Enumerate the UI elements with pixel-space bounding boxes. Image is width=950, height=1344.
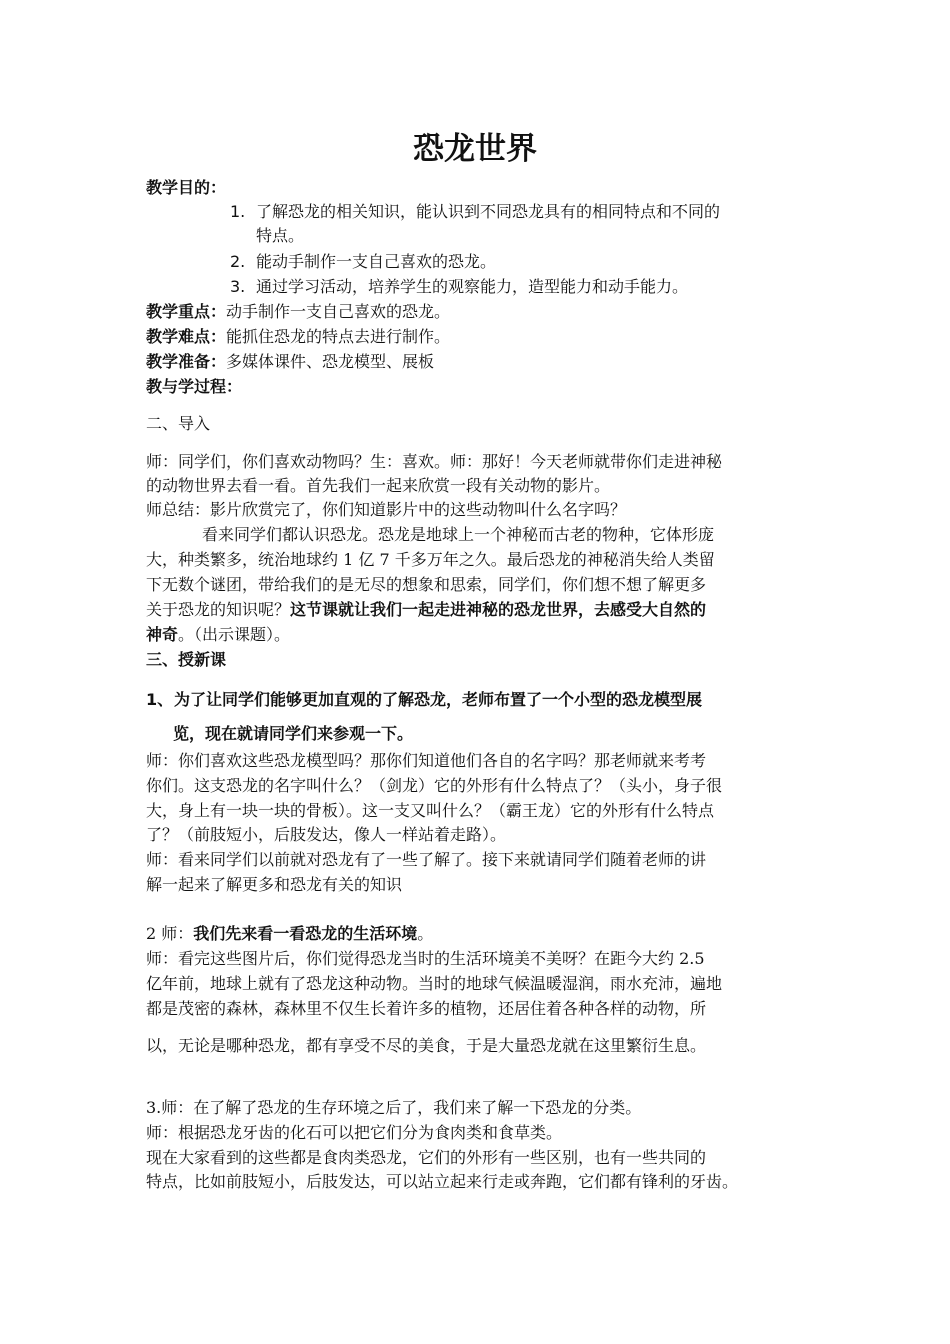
section3-item1-heading-line2: 览，现在就请同学们来参观一下。 [173,724,414,743]
section3-item2-heading-end: 。 [417,924,434,943]
objective-2-text: 能动手制作一支自己喜欢的恐龙。 [256,252,497,271]
preparation-label: 教学准备： [146,352,227,371]
section3-item1-heading [146,688,702,712]
document-title: 恐龙世界 [413,131,537,167]
section3-item2-line1: 师：看完这些图片后，你们觉得恐龙当时的生活环境美不美呀？在距今大约 2.5 [146,949,705,968]
section2-p3-line5 [146,623,290,647]
objective-3-text: 通过学习活动，培养学生的观察能力，造型能力和动手能力。 [256,277,689,296]
section2-p3-line4-emphasis: 这节课就让我们一起走进神秘的恐龙世界，去感受大自然的 [290,600,707,619]
objective-1-text: 了解恐龙的相关知识，能认识到不同恐龙具有的相同特点和不同的 [256,202,721,221]
section2-p1-line2: 的动物世界去看一看。首先我们一起来欣赏一段有关动物的影片。 [146,476,611,495]
section3-item1-line3: 大，身上有一块一块的骨板）。这一支又叫什么？（霸王龙）它的外形有什么特点 [146,801,715,820]
section3-item2-line4: 以，无论是哪种恐龙，都有享受不尽的美食，于是大量恐龙就在这里繁衍生息。 [146,1036,707,1055]
section3-item3-line2: 师：根据恐龙牙齿的化石可以把它们分为食肉类和食草类。 [146,1123,563,1142]
section2-p3-line5-text: 。（出示课题）。 [178,625,291,644]
section3-item1-line2: 你们。这支恐龙的名字叫什么？（剑龙）它的外形有什么特点了？（头小，身子很 [146,776,723,795]
preparation [146,350,434,374]
section3-item2-line3: 都是茂密的森林，森林里不仅生长着许多的植物，还居住着各种各样的动物，所 [146,999,707,1018]
section2-p3-line1: 看来同学们都认识恐龙。恐龙是地球上一个神秘而古老的物种，它体形庞 [202,525,715,544]
objective-2 [230,250,496,274]
objective-1 [230,200,720,224]
section3-item1-line4: 了？（前肢短小，后肢发达，像人一样站着走路）。 [146,825,507,844]
objective-1-number: 1. [230,202,246,221]
section3-item3-number: 3. [146,1098,162,1117]
section2-p3-line2: 大，种类繁多，统治地球约 1 亿 7 千多万年之久。最后恐龙的神秘消失给人类留 [146,550,715,569]
section3-item1-line1: 师：你们喜欢这些恐龙模型吗？那你们知道他们各自的名字吗？那老师就来考考 [146,751,707,770]
process-label: 教与学过程： [146,377,243,396]
section3-item1-number: 1、 [146,690,174,709]
difficulty-label: 教学难点： [146,327,227,346]
section2-p3-line4-text: 关于恐龙的知识呢？ [146,600,291,619]
section3-item1-line6: 解一起来了解更多和恐龙有关的知识 [146,875,403,894]
section3-item1-line5: 师：看来同学们以前就对恐龙有了一些了解了。接下来就请同学们随着老师的讲 [146,850,707,869]
objective-3 [230,275,688,299]
key-point-label: 教学重点： [146,302,227,321]
section3-item2-line2: 亿年前，地球上就有了恐龙这种动物。当时的地球气候温暖湿润，雨水充沛，遍地 [146,974,723,993]
section3-item2-heading [146,922,433,946]
section3-heading: 三、授新课 [146,650,227,669]
section2-p3-line4 [146,598,706,622]
section3-item3-line3: 现在大家看到的这些都是食肉类恐龙，它们的外形有一些区别，也有一些共同的 [146,1148,707,1167]
section3-item2-number: 2 师： [146,924,194,943]
difficulty-text: 能抓住恐龙的特点去进行制作。 [226,327,451,346]
section2-p3-line5-emphasis: 神奇 [146,625,179,644]
preparation-text: 多媒体课件、恐龙模型、展板 [226,352,435,371]
objective-1-continuation: 特点。 [256,226,305,245]
section3-item1-heading-text: 为了让同学们能够更加直观的了解恐龙，老师布置了一个小型的恐龙模型展 [174,690,703,709]
key-point [146,300,450,324]
section2-p1-line1: 师：同学们，你们喜欢动物吗？生：喜欢。师：那好！今天老师就带你们走进神秘 [146,452,723,471]
objective-2-number: 2. [230,252,246,271]
section3-item3-line1-text: 师：在了解了恐龙的生存环境之后了，我们来了解一下恐龙的分类。 [161,1098,642,1117]
section2-heading: 二、导入 [146,414,211,433]
section3-item3-line1 [146,1096,641,1120]
difficulty [146,325,450,349]
objective-3-number: 3. [230,277,246,296]
key-point-text: 动手制作一支自己喜欢的恐龙。 [226,302,451,321]
section2-p2: 师总结：影片欣赏完了，你们知道影片中的这些动物叫什么名字吗？ [146,500,627,519]
section3-item3-line4: 特点，比如前肢短小，后肢发达，可以站立起来行走或奔跑，它们都有锋利的牙齿。 [146,1172,739,1191]
section2-p3-line3: 下无数个谜团，带给我们的是无尽的想象和思索，同学们，你们想不想了解更多 [146,575,707,594]
objectives-label: 教学目的： [146,178,227,197]
section3-item2-heading-text: 我们先来看一看恐龙的生活环境 [193,924,418,943]
